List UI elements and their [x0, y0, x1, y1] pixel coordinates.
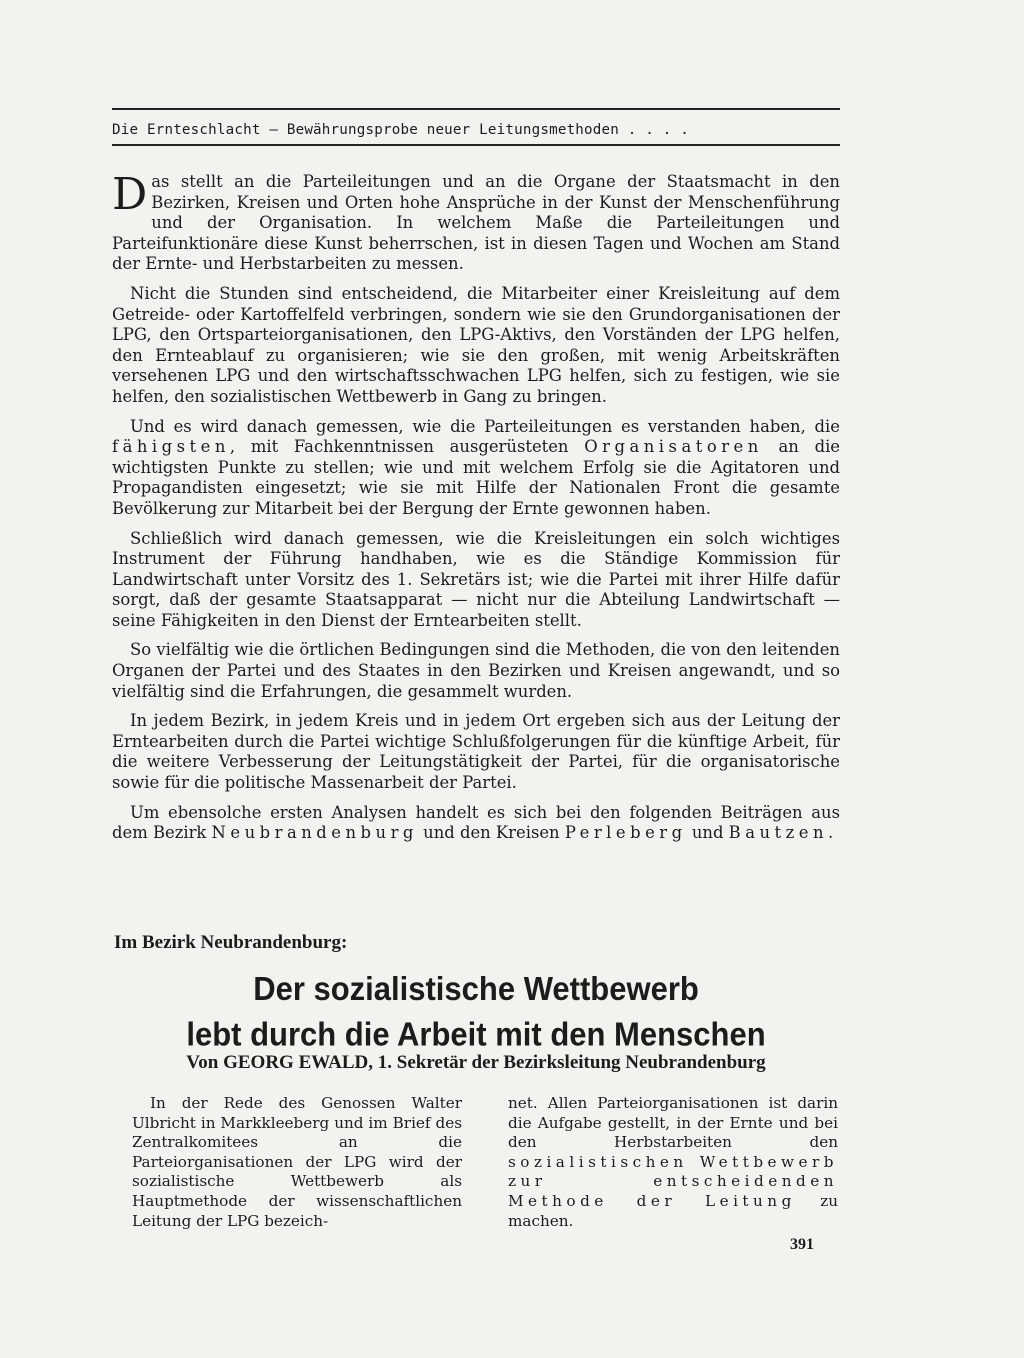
article-columns [132, 1094, 838, 1231]
intro-paragraph-5: So vielfältig wie die örtlichen Bedingungen sind die Methoden, die von den leitenden Organen der Partei und des Staates in den Bezirken und Kreisen angewandt, und so vielfältig sind die Erfahrungen, die gesammelt wurden. [112, 640, 840, 701]
text-span: zu machen. [508, 1191, 838, 1230]
running-title: Die Ernteschlacht – Bewährungsprobe neuer Leitungsmethoden . . . . [112, 122, 689, 138]
running-header [112, 108, 840, 146]
intro-paragraph-7 [112, 803, 840, 844]
column-left [132, 1094, 462, 1231]
headline-line-1: Der sozialistische Wettbewerb [253, 969, 699, 1008]
text-span: Um ebensolche ersten Analysen handelt es sich bei den folgenden Beiträgen aus dem Bezirk [112, 802, 840, 843]
drop-cap: D [112, 169, 148, 220]
spaced-emphasis: Neubrandenburg [211, 823, 418, 843]
spaced-emphasis: Perleberg [564, 823, 687, 843]
text-span: . [828, 823, 834, 843]
text-span: und den Kreisen [417, 823, 565, 843]
page-number: 391 [790, 1236, 814, 1253]
column-left-text: In der Rede des Genossen Walter Ulbricht in Markkleeberg und im Brief des Zentralkomitees an die Parteiorganisationen der LPG wird der sozialistische Wettbewerb als Hauptmethode der wissenschaftlichen Leitung der LPG bezeich- [132, 1094, 462, 1230]
article-headline [112, 967, 840, 1058]
article-byline: Von GEORG EWALD, 1. Sekretär der Bezirksleitung Neubrandenburg [186, 1052, 766, 1073]
text-span: und [686, 823, 729, 843]
intro-paragraph-2: Nicht die Stunden sind entscheidend, die Mitarbeiter einer Kreisleitung auf dem Getreide- oder Kartoffelfeld verbringen, sondern wie sie den Grundorganisationen der LPG, den Ortsparteiorganisationen, den LPG-Aktivs, den Vorständen der LPG helfen, den Ernteablauf zu organisieren; wie sie den großen, mit wenig Arbeitskräften versehenen LPG und den wirtschaftsschwachen LPG helfen, sich zu festigen, wie sie helfen, den sozialistischen Wettbewerb in Gang zu bringen. [112, 283, 840, 406]
intro-paragraph-6: In jedem Bezirk, in jedem Kreis und in jedem Ort ergeben sich aus der Leitung der Erntearbeiten durch die Partei wichtige Schlußfolgerungen für die künftige Arbeit, für die weitere Verbesserung der Leitungstätigkeit der Partei, für die organisatorische sowie für die politische Massenarbeit der Partei. [112, 711, 840, 793]
spaced-emphasis: fähigsten [112, 437, 230, 457]
intro-paragraph-1 [112, 169, 840, 275]
intro-paragraph-3 [112, 417, 840, 520]
intro-text [112, 169, 841, 853]
column-right-text [508, 1094, 838, 1231]
intro-paragraph-4: Schließlich wird danach gemessen, wie die Kreisleitungen ein solch wichtiges Instrument der Führung handhaben, wie es die Ständige Kommission für Landwirtschaft unter Vorsitz des 1. Sekretärs ist; wie die Partei mit ihrer Hilfe dafür sorgt, daß der gesamte Staatsapparat — nicht nur die Abteilung Landwirtschaft — seine Fähigkeiten in den Dienst der Erntearbeiten stellt. [112, 528, 840, 630]
section-label: Im Bezirk Neubrandenburg: [114, 932, 348, 953]
text-span: , mit Fachkenntnissen ausgerüsteten [229, 437, 585, 457]
column-right [508, 1094, 838, 1231]
headline-line-2: lebt durch die Arbeit mit den Menschen [186, 1015, 766, 1054]
spaced-emphasis: Organisatoren [584, 437, 763, 457]
intro-paragraph-1-text: as stellt an die Parteileitungen und an die Organe der Staatsmacht in den Bezirken, Kreisen und Orten hohe Ansprüche in der Kunst der Menschenführung und der Organisation. In welchem Maße die Parteileitungen und Parteifunktionäre diese Kunst beherrschen, ist in diesen Tagen und Wochen am Stand der Ernte- und Herbstarbeiten zu messen. [112, 172, 840, 274]
text-span: an die wichtigsten Punkte zu stellen; wie und mit welchem Erfolg sie die Agitatoren und Propagandisten eingesetzt; wie sie mit Hilfe der Nationalen Front die gesamte Bevölkerung zur Mitarbeit bei der Bergung der Ernte gewonnen haben. [112, 437, 841, 518]
text-span: net. Allen Parteiorganisationen ist darin die Aufgabe gestellt, in der Ernte und bei den Herbstarbeiten den [508, 1094, 838, 1152]
spaced-emphasis: sozialistischen Wettbewerb zur entscheidenden Methode der Leitung [508, 1152, 838, 1210]
text-span: Und es wird danach gemessen, wie die Parteileitungen es verstanden haben, die [130, 416, 840, 436]
spaced-emphasis: Bautzen [728, 823, 829, 843]
